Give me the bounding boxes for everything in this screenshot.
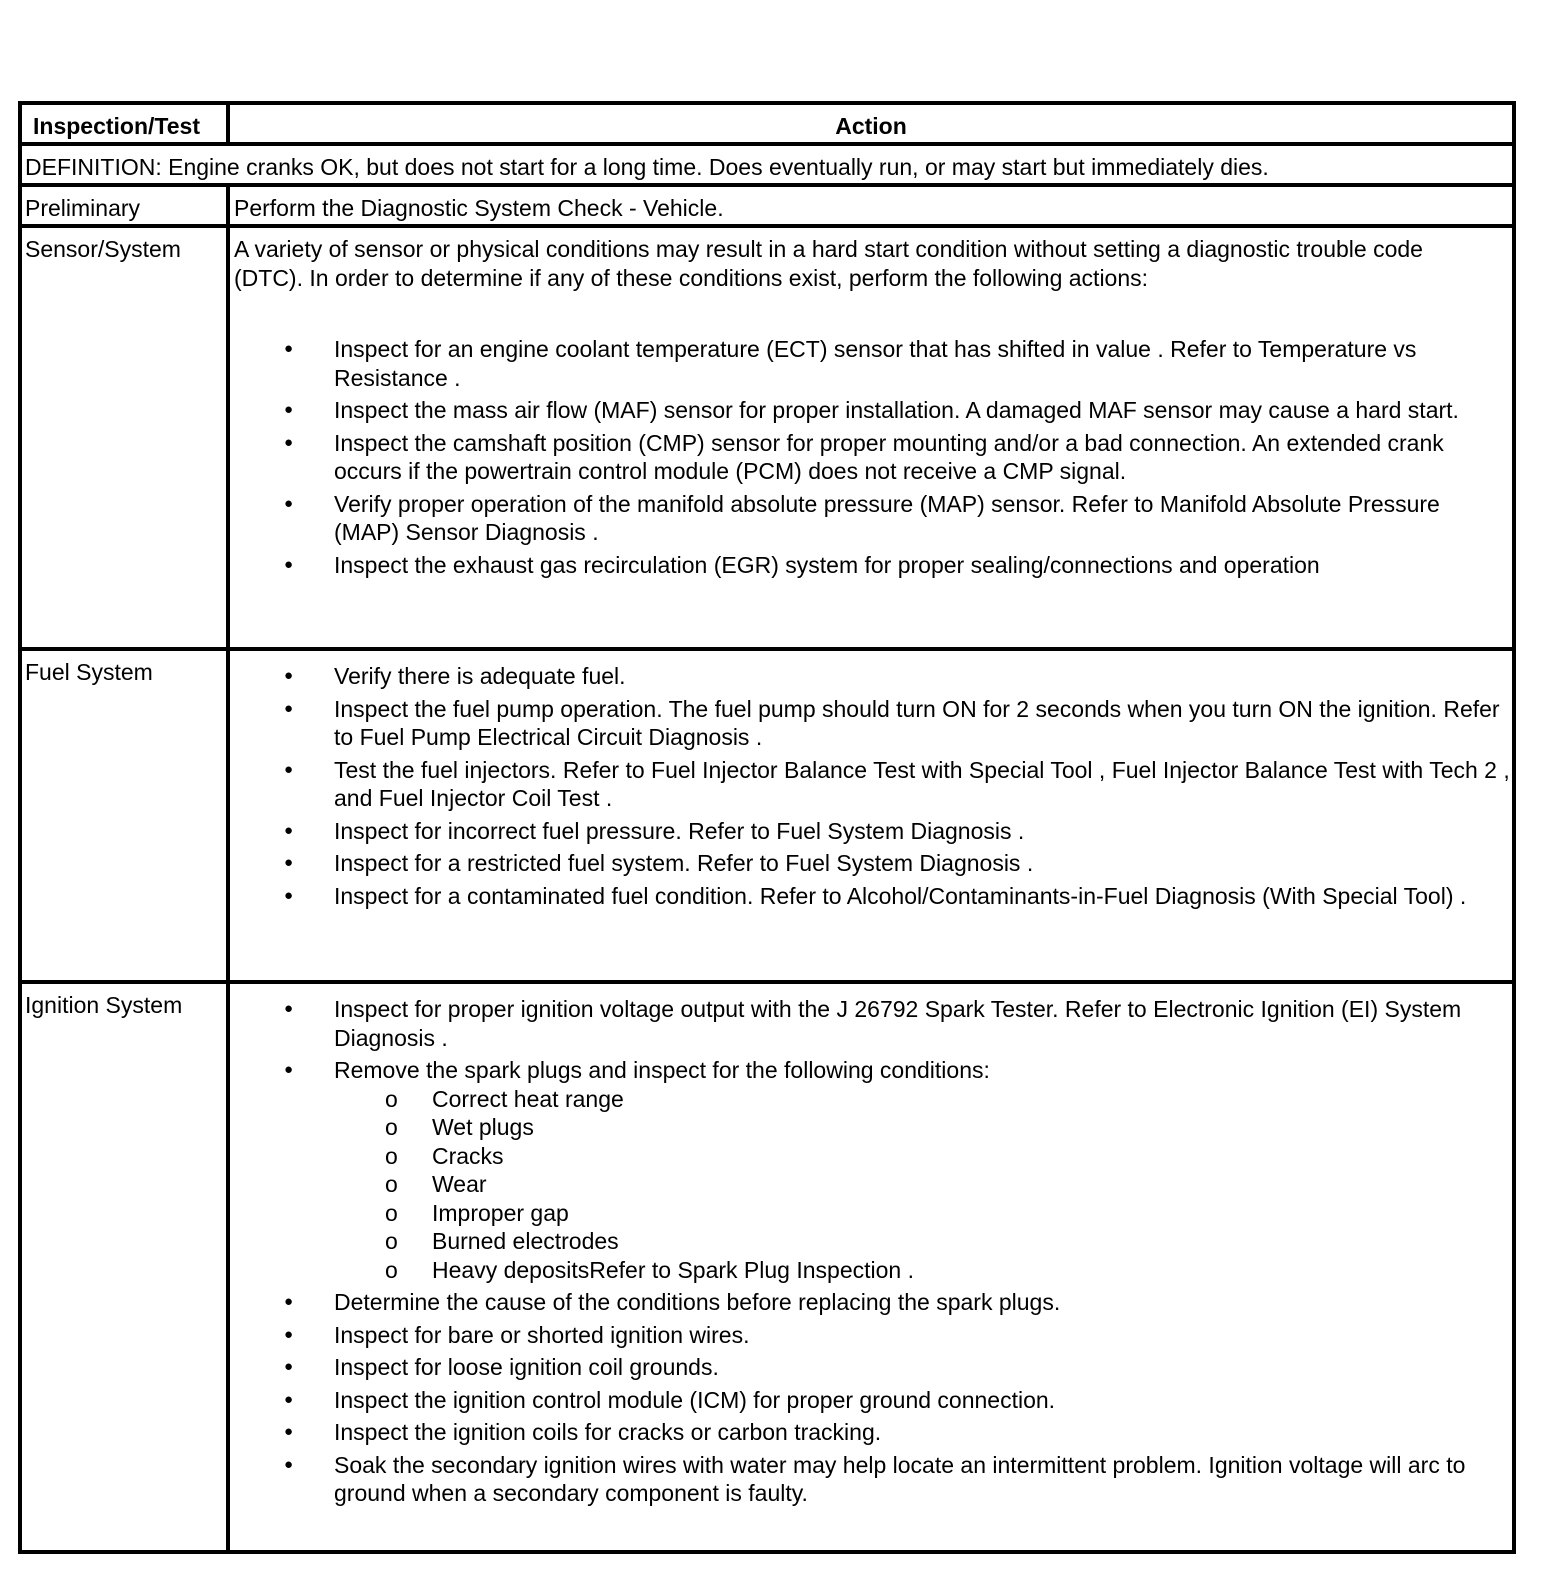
- list-item: ● Inspect for bare or shorted ignition wires.: [234, 1321, 1510, 1350]
- definition-cell: [18, 142, 1516, 187]
- sensor-intro: A variety of sensor or physical conditions may result in a hard start condition without setting a diagnostic trouble code (DTC). In order to determine if any of these conditions exist, perform the following actions:: [234, 236, 1423, 291]
- list-item: ● Inspect the camshaft position (CMP) sensor for proper mounting and/or a bad connection. An extended crank occurs if the powertrain control module (PCM) does not receive a CMP signal.: [234, 429, 1510, 486]
- condition-item: o Correct heat range: [334, 1085, 1510, 1114]
- ignition-action-cell: [226, 980, 1516, 1554]
- list-item: ● Test the fuel injectors. Refer to Fuel Injector Balance Test with Special Tool , Fuel Injector Balance Test with Tech 2 , and Fuel Injector Coil Test .: [234, 756, 1510, 813]
- list-item: ● Inspect the ignition coils for cracks or carbon tracking.: [234, 1418, 1510, 1447]
- diagnostic-table: [18, 101, 1516, 1554]
- sensor-action-cell: [226, 224, 1516, 651]
- preliminary-label-cell: [18, 183, 230, 228]
- sensor-label-cell: [18, 224, 230, 651]
- list-item: ● Verify proper operation of the manifold absolute pressure (MAP) sensor. Refer to Manifold Absolute Pressure (MAP) Sensor Diagnosis .: [234, 490, 1510, 547]
- condition-item: o Heavy depositsRefer to Spark Plug Inspection .: [334, 1256, 1510, 1285]
- fuel-label-cell: [18, 647, 230, 984]
- list-item: ● Verify there is adequate fuel.: [234, 662, 1510, 691]
- list-item: ● Inspect for a contaminated fuel condition. Refer to Alcohol/Contaminants-in-Fuel Diagnosis (With Special Tool) .: [234, 882, 1510, 911]
- header-inspection-test: Inspection/Test: [33, 113, 200, 139]
- header-action-cell: [226, 101, 1516, 146]
- header-inspection-cell: [18, 101, 230, 146]
- ignition-label: Ignition System: [25, 992, 183, 1018]
- preliminary-label: Preliminary: [25, 195, 141, 221]
- list-item: ● Determine the cause of the conditions before replacing the spark plugs.: [234, 1288, 1510, 1317]
- ignition-label-cell: [18, 980, 230, 1554]
- condition-item: o Improper gap: [334, 1199, 1510, 1228]
- list-item: ● Inspect the mass air flow (MAF) sensor for proper installation. A damaged MAF sensor may cause a hard start.: [234, 396, 1510, 425]
- preliminary-action-cell: [226, 183, 1516, 228]
- fuel-checklist: [234, 662, 1510, 914]
- ignition-checklist: [234, 995, 1510, 1512]
- list-item: ● Inspect the ignition control module (ICM) for proper ground connection.: [234, 1386, 1510, 1415]
- condition-item: o Burned electrodes: [334, 1227, 1510, 1256]
- list-item: ● Inspect the exhaust gas recirculation (EGR) system for proper sealing/connections and operation: [234, 551, 1510, 580]
- sensor-label: Sensor/System: [25, 236, 181, 262]
- list-item: [234, 1056, 1510, 1284]
- header-action: Action: [835, 113, 907, 139]
- fuel-action-cell: [226, 647, 1516, 984]
- condition-item: o Wear: [334, 1170, 1510, 1199]
- list-item: ● Inspect for incorrect fuel pressure. Refer to Fuel System Diagnosis .: [234, 817, 1510, 846]
- spark-plug-conditions: [334, 1085, 1510, 1285]
- list-item: ● Inspect for a restricted fuel system. Refer to Fuel System Diagnosis .: [234, 849, 1510, 878]
- sensor-checklist: [234, 335, 1510, 583]
- list-item: ● Inspect for an engine coolant temperature (ECT) sensor that has shifted in value . Refer to Temperature vs Resistance .: [234, 335, 1510, 392]
- list-item: ● Inspect for loose ignition coil grounds.: [234, 1353, 1510, 1382]
- condition-item: o Wet plugs: [334, 1113, 1510, 1142]
- condition-item: o Cracks: [334, 1142, 1510, 1171]
- fuel-label: Fuel System: [25, 659, 153, 685]
- definition-text: DEFINITION: Engine cranks OK, but does not start for a long time. Does eventually run, or may start but immediately dies.: [25, 154, 1269, 180]
- list-item: ● Inspect for proper ignition voltage output with the J 26792 Spark Tester. Refer to Electronic Ignition (EI) System Diagnosis .: [234, 995, 1510, 1052]
- list-item-text: Remove the spark plugs and inspect for the following conditions:: [334, 1057, 990, 1083]
- list-item: ● Soak the secondary ignition wires with water may help locate an intermittent problem. Ignition voltage will arc to ground when a secondary component is faulty.: [234, 1451, 1510, 1508]
- preliminary-action: Perform the Diagnostic System Check - Vehicle.: [234, 195, 724, 221]
- list-item: ● Inspect the fuel pump operation. The fuel pump should turn ON for 2 seconds when you turn ON the ignition. Refer to Fuel Pump Electrical Circuit Diagnosis .: [234, 695, 1510, 752]
